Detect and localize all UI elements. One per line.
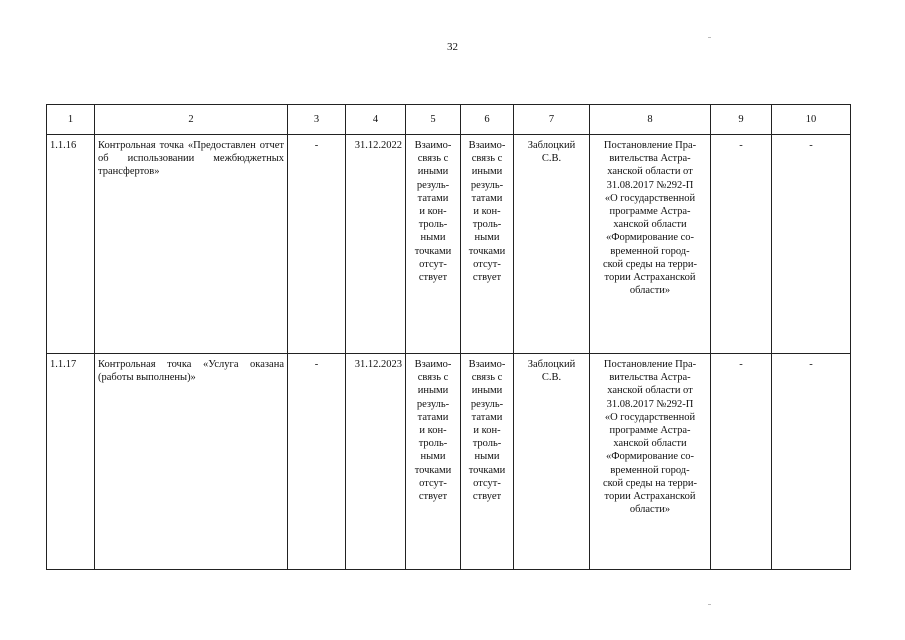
column-header: 8: [590, 105, 711, 135]
column-header: 9: [711, 105, 772, 135]
column-header: 7: [514, 105, 590, 135]
column-header: 1: [47, 105, 95, 135]
column-5-value: Взаимо- связь с иными резуль- татами и кон- троль- ными точками отсут- ствует: [406, 354, 461, 570]
column-9-value: -: [711, 135, 772, 354]
column-header: 3: [288, 105, 346, 135]
row-number: 1.1.16: [47, 135, 95, 354]
column-header: 10: [772, 105, 851, 135]
page-number: 32: [447, 41, 458, 53]
scan-artifact: [708, 37, 711, 38]
column-9-value: -: [711, 354, 772, 570]
row-number: 1.1.17: [47, 354, 95, 570]
column-6-value: Взаимо- связь с иными резуль- татами и кон- троль- ными точками отсут- ствует: [461, 135, 514, 354]
table-row: [47, 135, 851, 354]
due-date: 31.12.2022: [346, 135, 406, 354]
control-points-table: [46, 104, 851, 570]
column-6-value: Взаимо- связь с иными резуль- татами и кон- троль- ными точками отсут- ствует: [461, 354, 514, 570]
column-10-value: -: [772, 135, 851, 354]
column-3-value: -: [288, 354, 346, 570]
responsible-person: Заблоцкий С.В.: [514, 135, 590, 354]
column-5-value: Взаимо- связь с иными резуль- татами и кон- троль- ными точками отсут- ствует: [406, 135, 461, 354]
column-10-value: -: [772, 354, 851, 570]
column-header: 2: [95, 105, 288, 135]
due-date: 31.12.2023: [346, 354, 406, 570]
control-point-name: Контрольная точка «Предоставлен отчет об использовании межбюджетных трансфертов»: [95, 135, 288, 354]
basis-document: Постановление Пра- вительства Астра- ханской области от 31.08.2017 №292-П «О государственной программе Астра- ханской области «Формирование со- временной город- ской среды на терри- тории Астраханской области»: [590, 354, 711, 570]
table-row: [47, 354, 851, 570]
basis-document: Постановление Пра- вительства Астра- ханской области от 31.08.2017 №292-П «О государственной программе Астра- ханской области «Формирование со- временной город- ской среды на терри- тории Астраханской области»: [590, 135, 711, 354]
responsible-person: Заблоцкий С.В.: [514, 354, 590, 570]
table-header-row: [47, 105, 851, 135]
column-header: 5: [406, 105, 461, 135]
scan-artifact: [708, 604, 711, 605]
column-header: 6: [461, 105, 514, 135]
column-3-value: -: [288, 135, 346, 354]
control-point-name: Контрольная точка «Услуга оказана (работы выполнены)»: [95, 354, 288, 570]
column-header: 4: [346, 105, 406, 135]
